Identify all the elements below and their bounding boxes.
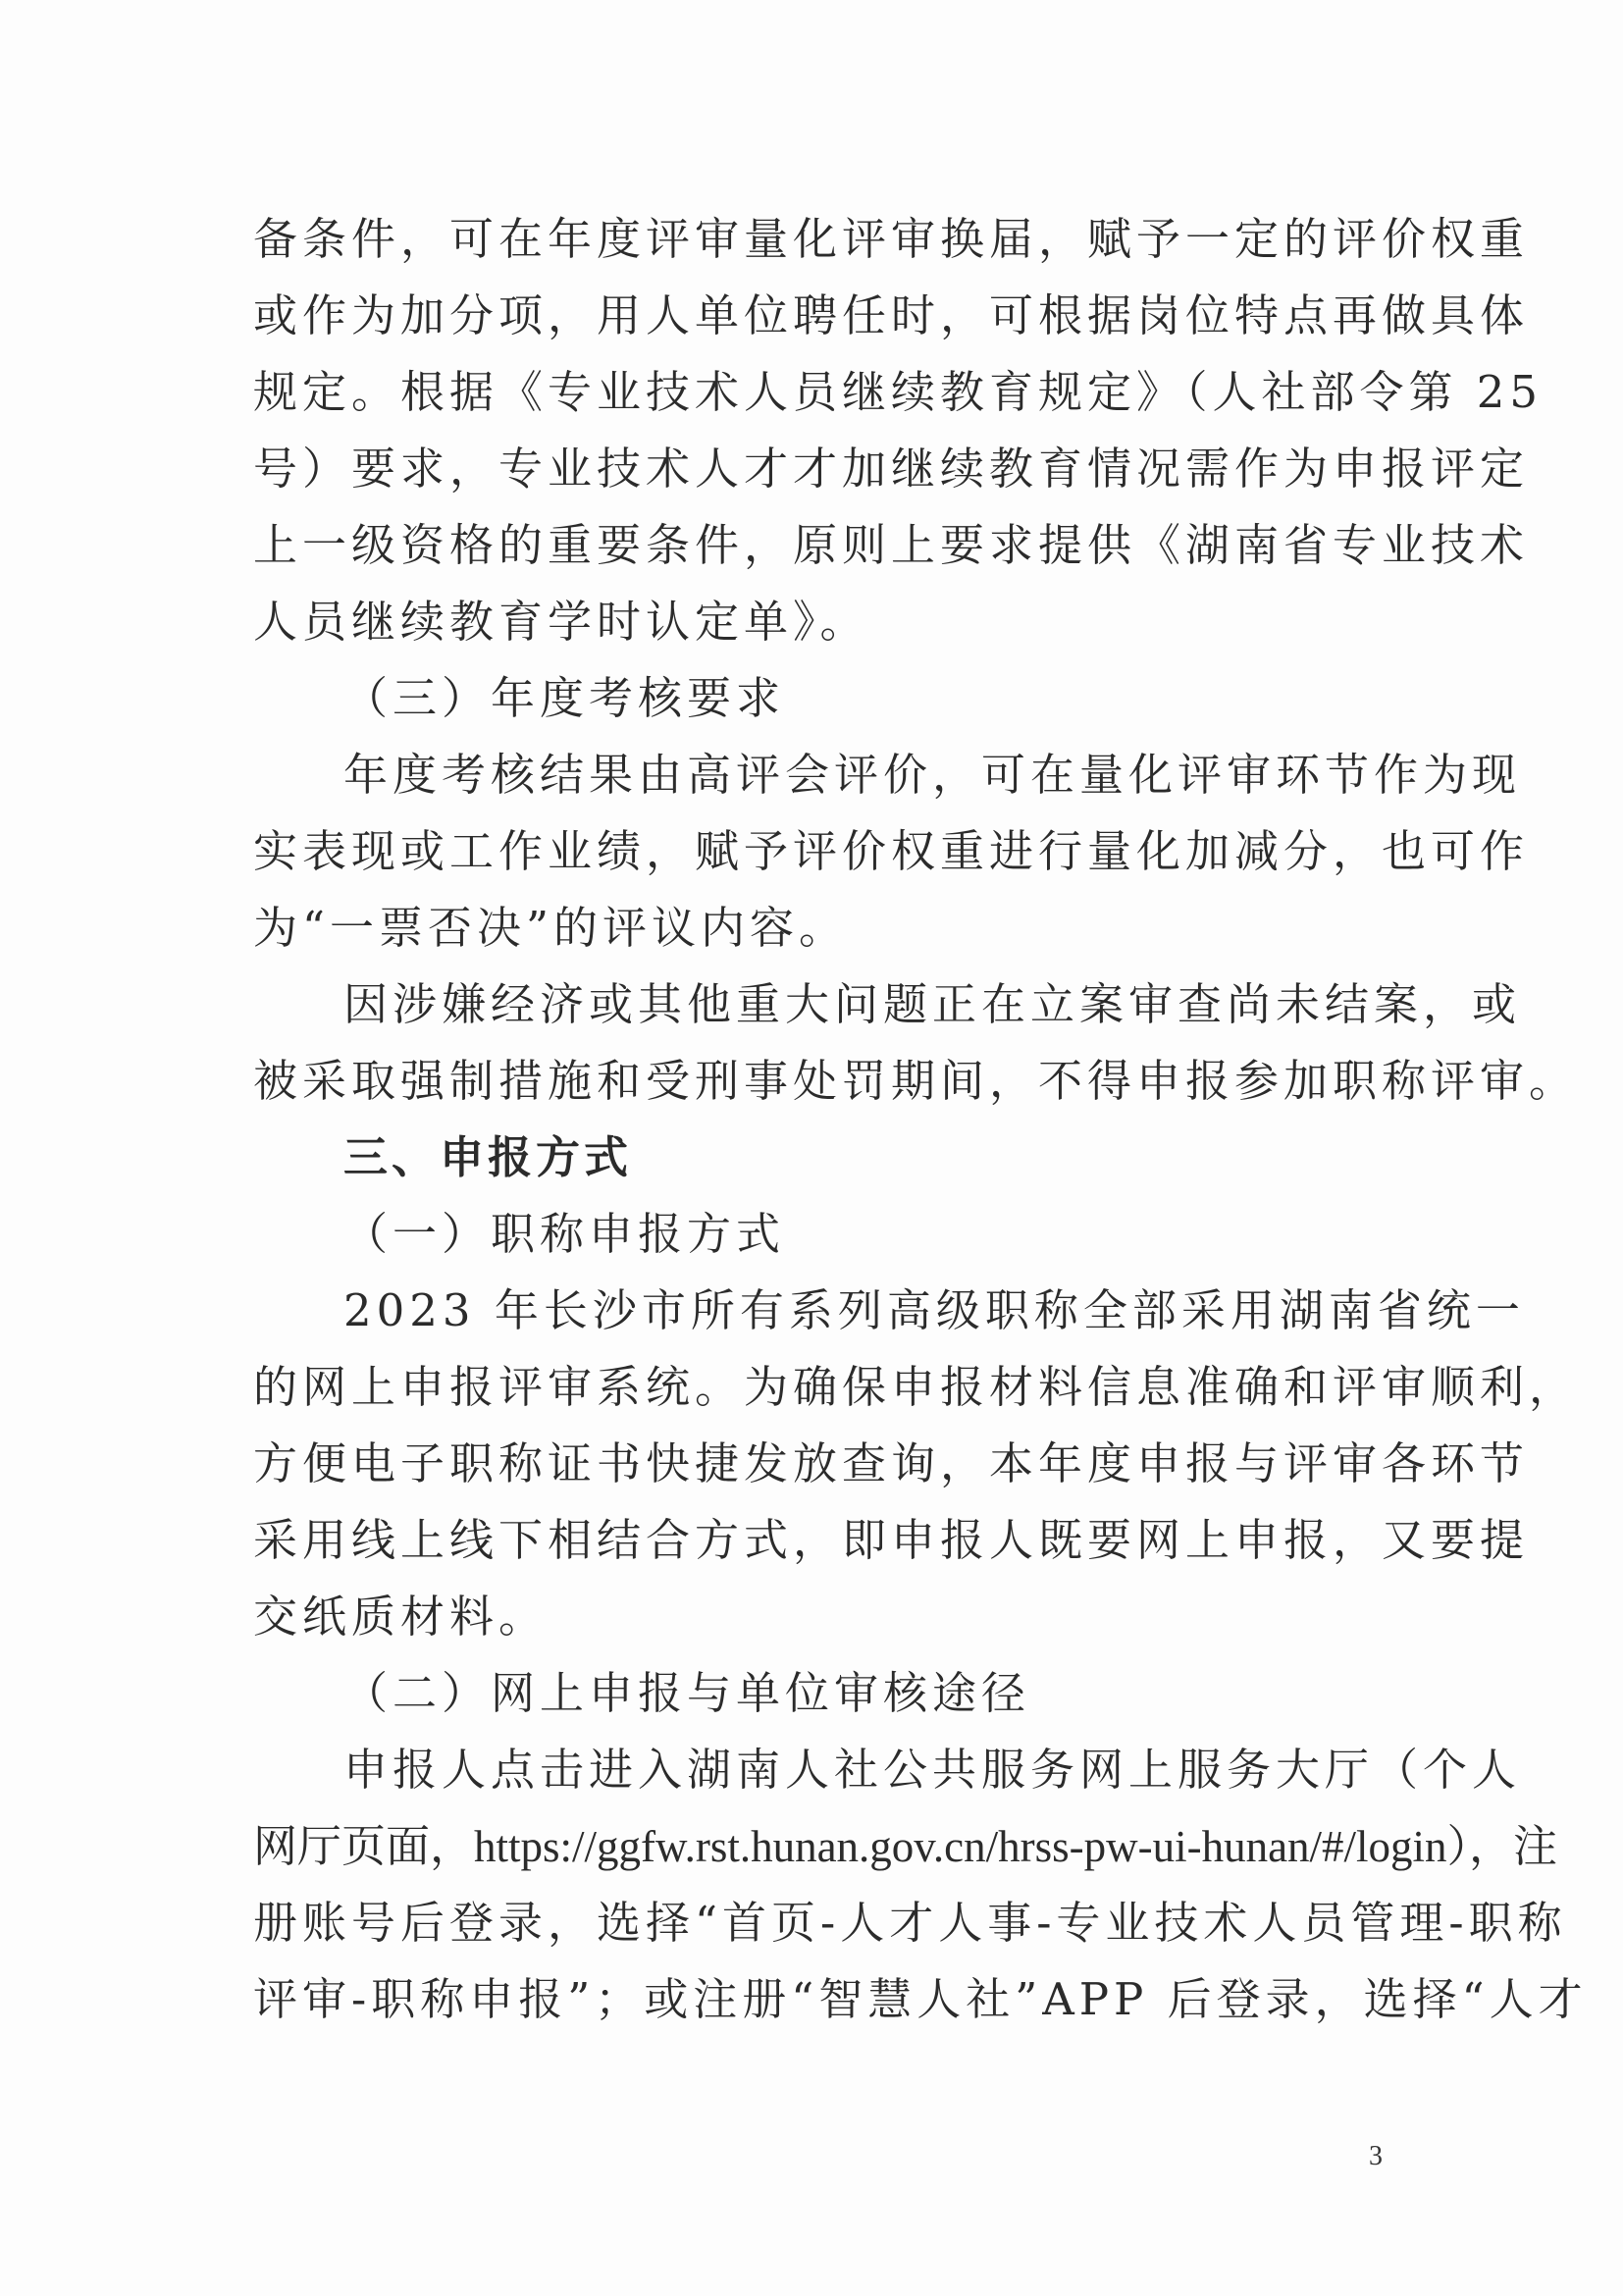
paragraph-line: 备条件，可在年度评审量化评审换届，赋予一定的评价权重 bbox=[253, 213, 1530, 265]
paragraph-line: 评审-职称申报”；或注册“智慧人社”APP 后登录，选择“人才 bbox=[253, 1973, 1588, 2025]
paragraph-line: 上一级资格的重要条件，原则上要求提供《湖南省专业技术 bbox=[253, 519, 1530, 571]
paragraph-line: 2023 年长沙市所有系列高级职称全部采用湖南省统一 bbox=[343, 1284, 1525, 1336]
paragraph-line: 实表现或工作业绩，赋予评价权重进行量化加减分，也可作 bbox=[253, 825, 1530, 877]
paragraph-line: 年度考核结果由高评会评价，可在量化评审环节作为现 bbox=[343, 749, 1522, 801]
paragraph-line: 被采取强制措施和受刑事处罚期间，不得申报参加职称评审。 bbox=[253, 1055, 1579, 1107]
paragraph-line: 交纸质材料。 bbox=[253, 1591, 549, 1643]
section-subheading-annual-review: （三）年度考核要求 bbox=[343, 672, 786, 724]
paragraph-line: 或作为加分项，用人单位聘任时，可根据岗位特点再做具体 bbox=[253, 289, 1530, 341]
paragraph-line: 规定。根据《专业技术人员继续教育规定》（人社部令第 25 bbox=[253, 366, 1544, 418]
paragraph-line: 因涉嫌经济或其他重大问题正在立案审查尚未结案，或 bbox=[343, 978, 1522, 1030]
section-heading-application-method: 三、申报方式 bbox=[343, 1131, 633, 1183]
paragraph-line: 方便电子职称证书快捷发放查询，本年度申报与评审各环节 bbox=[253, 1437, 1530, 1489]
paragraph-line: 人员继续教育学时认定单》。 bbox=[253, 596, 869, 648]
paragraph-line-url: 网厅页面，https://ggfw.rst.hunan.gov.cn/hrss-pw-ui-hunan/#/login），注 bbox=[253, 1822, 1558, 1871]
section-subheading-title-application: （一）职称申报方式 bbox=[343, 1208, 786, 1260]
paragraph-line: 采用线上线下相结合方式，即申报人既要网上申报，又要提 bbox=[253, 1514, 1530, 1566]
section-subheading-online-application: （二）网上申报与单位审核途径 bbox=[343, 1667, 1031, 1719]
page-number: 3 bbox=[1369, 2141, 1383, 2171]
paragraph-line: 的网上申报评审系统。为确保申报材料信息准确和评审顺利， bbox=[253, 1361, 1579, 1413]
paragraph-line: 号）要求，专业技术人才才加继续教育情况需作为申报评定 bbox=[253, 443, 1530, 495]
paragraph-line: 册账号后登录，选择“首页-人才人事-专业技术人员管理-职称 bbox=[253, 1897, 1567, 1949]
paragraph-line: 为“一票否决”的评议内容。 bbox=[253, 902, 849, 954]
paragraph-line: 申报人点击进入湖南人社公共服务网上服务大厅（个人 bbox=[343, 1744, 1522, 1796]
